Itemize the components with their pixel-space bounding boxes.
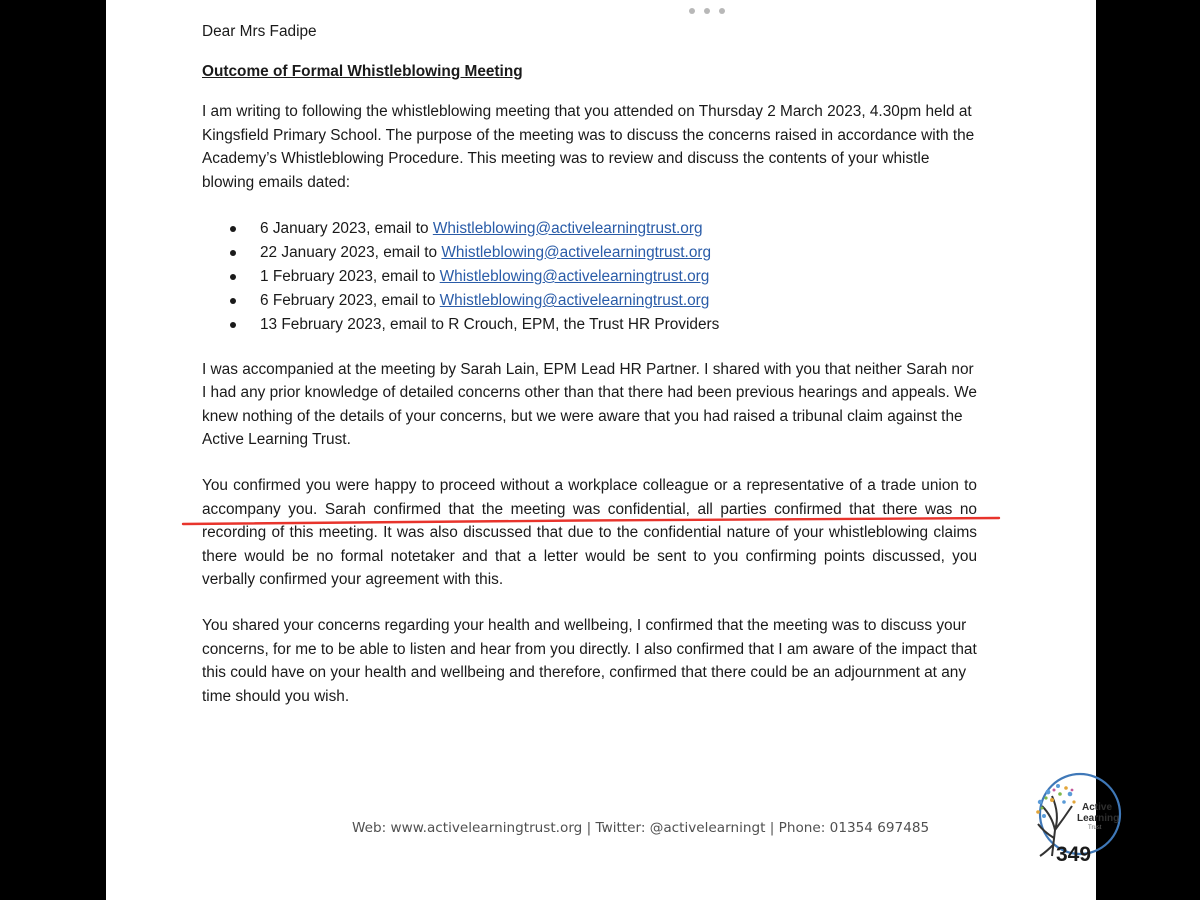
letter-heading: Outcome of Formal Whistleblowing Meeting (202, 62, 523, 80)
list-item (202, 313, 977, 337)
dot (704, 8, 710, 14)
footer-contact: Web: www.activelearningtrust.org | Twitter: @activelearningt | Phone: 01354 697485 (352, 820, 930, 836)
email-list (202, 217, 977, 338)
email-link[interactable]: Whistleblowing@activelearningtrust.org (432, 219, 703, 237)
email-date: 6 January 2023, email to (260, 219, 433, 237)
email-link[interactable]: Whistleblowing@activelearningtrust.org (441, 243, 712, 261)
health-paragraph: You shared your concerns regarding your health and wellbeing, I confirmed that the meeting was to discuss your concerns, for me to be able to listen and hear from you directly. I also confirmed that I am aware of the impact that this could have on your health and wellbeing and therefore, confirmed that there could be an adjournment at any time should you wish. (202, 616, 977, 705)
confirmation-paragraph: You confirmed you were happy to proceed without a workplace colleague or a representative of a trade union to accompany you. Sarah confirmed that the meeting was confidential, all parties confirmed that there was no recording of this meeting. It was also discussed that due to the confidential nature of your whistleblowing claims there would be no formal notetaker and that a letter would be sent to you confirming points discussed, you verbally confirmed your agreement with this. (202, 476, 977, 589)
email-entry: 13 February 2023, email to R Crouch, EPM, the Trust HR Providers (260, 316, 720, 334)
email-link[interactable]: Whistleblowing@activelearningtrust.org (439, 267, 710, 285)
document-page (106, 0, 1120, 900)
intro-paragraph: I am writing to following the whistleblowing meeting that you attended on Thursday 2 March 2023, 4.30pm held at Kingsfield Primary School. The purpose of the meeting was to discuss the concerns raised in accordance with the Academy’s Whistleblowing Procedure. This meeting was to review and discuss the contents of your whistle blowing emails dated: (202, 103, 975, 191)
accompanied-paragraph: I was accompanied at the meeting by Sarah Lain, EPM Lead HR Partner. I shared with you that neither Sarah nor I had any prior knowledge of detailed concerns other than that there had been previous hearings and appeals. We knew nothing of the details of your concerns, but we were aware that you had raised a tribunal claim against the Active Learning Trust. (202, 360, 977, 449)
list-item (202, 217, 977, 241)
list-item (202, 289, 977, 313)
email-date: 6 February 2023, email to (260, 292, 440, 310)
email-link[interactable]: Whistleblowing@activelearningtrust.org (439, 292, 710, 310)
email-date: 22 January 2023, email to (260, 243, 442, 261)
email-date: 1 February 2023, email to (260, 267, 440, 285)
letter-body (202, 20, 977, 730)
dot (689, 8, 695, 14)
page-number: 349 (1056, 843, 1092, 866)
red-pen-underline (181, 514, 1001, 534)
logo-text-trust: Trust (1088, 825, 1102, 831)
logo-text-active: Active (1082, 802, 1113, 813)
list-item (202, 265, 977, 289)
dot (719, 8, 725, 14)
logo-text-learning: Learning (1077, 813, 1120, 824)
more-options-icon[interactable] (689, 6, 725, 16)
list-item (202, 241, 977, 265)
salutation: Dear Mrs Fadipe (202, 23, 317, 40)
